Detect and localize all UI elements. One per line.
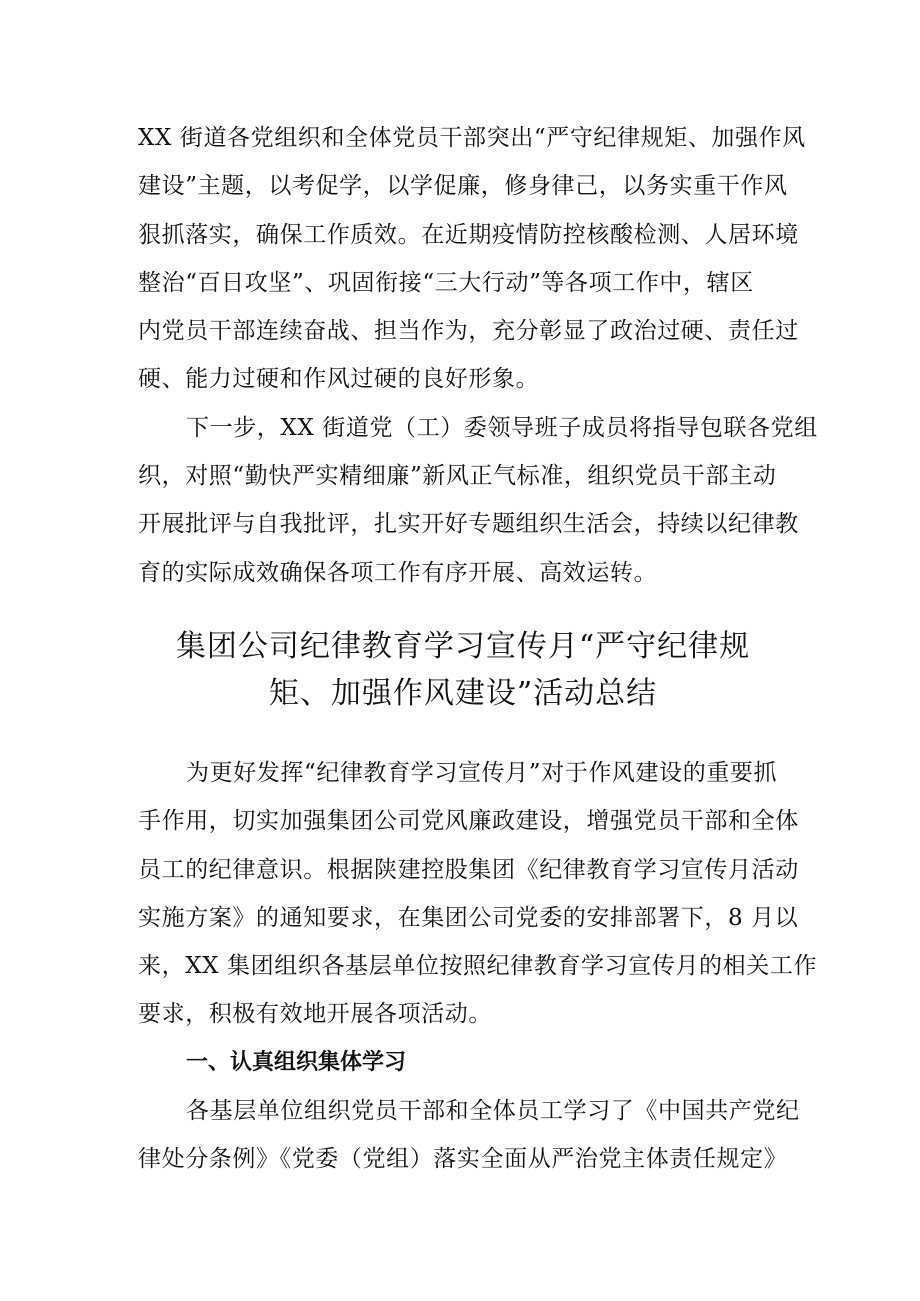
text-line: 育的实际成效确保各项工作有序开展、高效运转。 xyxy=(138,559,658,586)
paragraph-3 xyxy=(138,749,818,1039)
text-line: 为更好发挥“纪律教育学习宣传月”对于作风建设的重要抓 xyxy=(186,759,778,786)
text-line: 狠抓落实，确保工作质效。在近期疫情防控核酸检测、人居环境 xyxy=(138,221,799,248)
text-line: 下一步，XX 街道党（工）委领导班子成员将指导包联各党组 xyxy=(186,414,818,441)
text-line: 整治“百日攻坚”、巩固衔接“三大行动”等各项工作中，辖区 xyxy=(138,269,754,296)
document-page xyxy=(138,114,818,1184)
text-line: 建设”主题，以考促学，以学促廉，修身律己，以务实重干作风 xyxy=(138,173,788,200)
text-line: 律处分条例》《党委（党组）落实全面从严治党主体责任规定》 xyxy=(138,1146,788,1173)
paragraph-1 xyxy=(138,114,806,404)
title-line: 矩、加强作风建设”活动总结 xyxy=(268,675,658,711)
text-line: 开展批评与自我批评，扎实开好专题组织生活会，持续以纪律教 xyxy=(138,511,799,538)
paragraph-4 xyxy=(138,1087,800,1184)
text-line: 要求，积极有效地开展各项活动。 xyxy=(138,1001,492,1028)
text-line: 员工的纪律意识。根据陕建控股集团《纪律教育学习宣传月活动 xyxy=(138,856,799,883)
title-line: 集团公司纪律教育学习宣传月“严守纪律规 xyxy=(175,628,751,664)
text-line: 实施方案》的通知要求，在集团公司党委的安排部署下，8 月以 xyxy=(138,904,799,931)
text-line: 内党员干部连续奋战、担当作为，充分彰显了政治过硬、责任过 xyxy=(138,318,799,345)
text-line: XX 街道各党组织和全体党员干部突出“严守纪律规矩、加强作风 xyxy=(138,125,806,151)
text-line: 硬、能力过硬和作风过硬的良好形象。 xyxy=(138,366,540,393)
text-line: 各基层单位组织党员干部和全体员工学习了《中国共产党纪 xyxy=(186,1098,800,1125)
document-title xyxy=(138,623,788,717)
text-line: 手作用，切实加强集团公司党风廉政建设，增强党员干部和全体 xyxy=(138,808,799,835)
section-heading: 一、认真组织集体学习 xyxy=(186,1049,407,1075)
text-line: 来，XX 集团组织各基层单位按照纪律教育学习宣传月的相关工作 xyxy=(138,953,818,980)
text-line: 织，对照“勤快严实精细廉”新风正气标准，组织党员干部主动 xyxy=(138,463,777,490)
paragraph-2 xyxy=(138,404,818,597)
